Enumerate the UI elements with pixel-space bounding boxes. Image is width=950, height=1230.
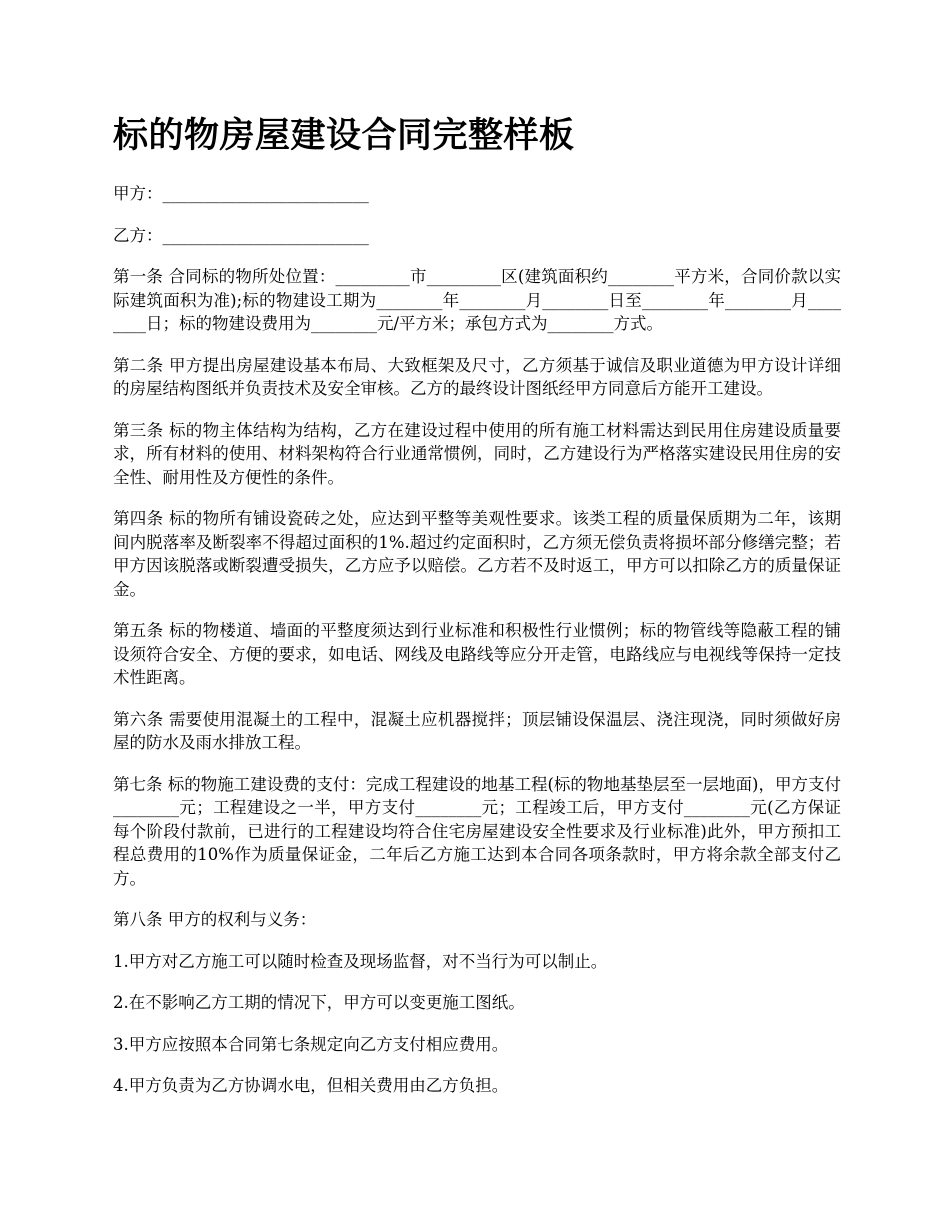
article-8-heading: 第八条 甲方的权利与义务： bbox=[113, 910, 317, 929]
list-item: 2.在不影响乙方工期的情况下，甲方可以变更施工图纸。 bbox=[113, 993, 525, 1012]
party-b-line: 乙方：_________________________ bbox=[113, 225, 369, 245]
list-item: 4.甲方负责为乙方协调水电，但相关费用由乙方负担。 bbox=[113, 1076, 509, 1095]
document-title: 标的物房屋建设合同完整样板 bbox=[113, 115, 575, 156]
article-3: 第三条 标的物主体结构为结构，乙方在建设过程中使用的所有施工材料需达到民用住房建设质量要求，所有材料的使用、材料架构符合行业通常惯例，同时，乙方建设行为严格落实建设民用住房的安全性、耐用性及方便性的条件。 bbox=[113, 420, 841, 487]
article-4: 第四条 标的物所有铺设瓷砖之处，应达到平整等美观性要求。该类工程的质量保质期为二年，该期间内脱落率及断裂率不得超过面积的1%.超过约定面积时，乙方须无偿负责将损坏部分修缮完整；若甲方因该脱落或断裂遭受损失，乙方应予以赔偿。乙方若不及时返工，甲方可以扣除乙方的质量保证金。 bbox=[113, 509, 841, 599]
list-item: 3.甲方应按照本合同第七条规定向乙方支付相应费用。 bbox=[113, 1034, 509, 1054]
article-6: 第六条 需要使用混凝土的工程中，混凝土应机器搅拌；顶层铺设保温层、浇注现浇，同时须做好房屋的防水及雨水排放工程。 bbox=[113, 709, 841, 752]
document-page bbox=[113, 112, 841, 1116]
article-7: 第七条 标的物施工建设费的支付：完成工程建设的地基工程(标的物地基垫层至一层地面)，甲方支付________元；工程建设之一半，甲方支付________元；工程竣工后，甲方支付________元(乙方保证每个阶段付款前，已进行的工程建设均符合住宅房屋建设安全性要求及行业标准)此外，甲方预扣工程总费用的10%作为质量保证金，二年后乙方施工达到本合同各项条款时，甲方将余款全部支付乙方。 bbox=[113, 774, 841, 888]
list-item: 1.甲方对乙方施工可以随时检查及现场监督，对不当行为可以制止。 bbox=[113, 951, 608, 971]
party-a-line: 甲方：_________________________ bbox=[113, 184, 369, 203]
article-2: 第二条 甲方提出房屋建设基本布局、大致框架及尺寸，乙方须基于诚信及职业道德为甲方设计详细的房屋结构图纸并负责技术及安全审核。乙方的最终设计图纸经甲方同意后方能开工建设。 bbox=[113, 355, 841, 398]
article-5: 第五条 标的物楼道、墙面的平整度须达到行业标准和积极性行业惯例；标的物管线等隐蔽工程的铺设须符合安全、方便的要求，如电话、网线及电路线等应分开走管，电路线应与电视线等保持一定技术性距离。 bbox=[113, 621, 841, 687]
article-1: 第一条 合同标的物所处位置：_________市_________区(建筑面积约________平方米，合同价款以实际建筑面积为准);标的物建设工期为________年________月________日至________年________月________日；标的物建设费用为________元/平方米；承包方式为________方式。 bbox=[113, 267, 841, 333]
